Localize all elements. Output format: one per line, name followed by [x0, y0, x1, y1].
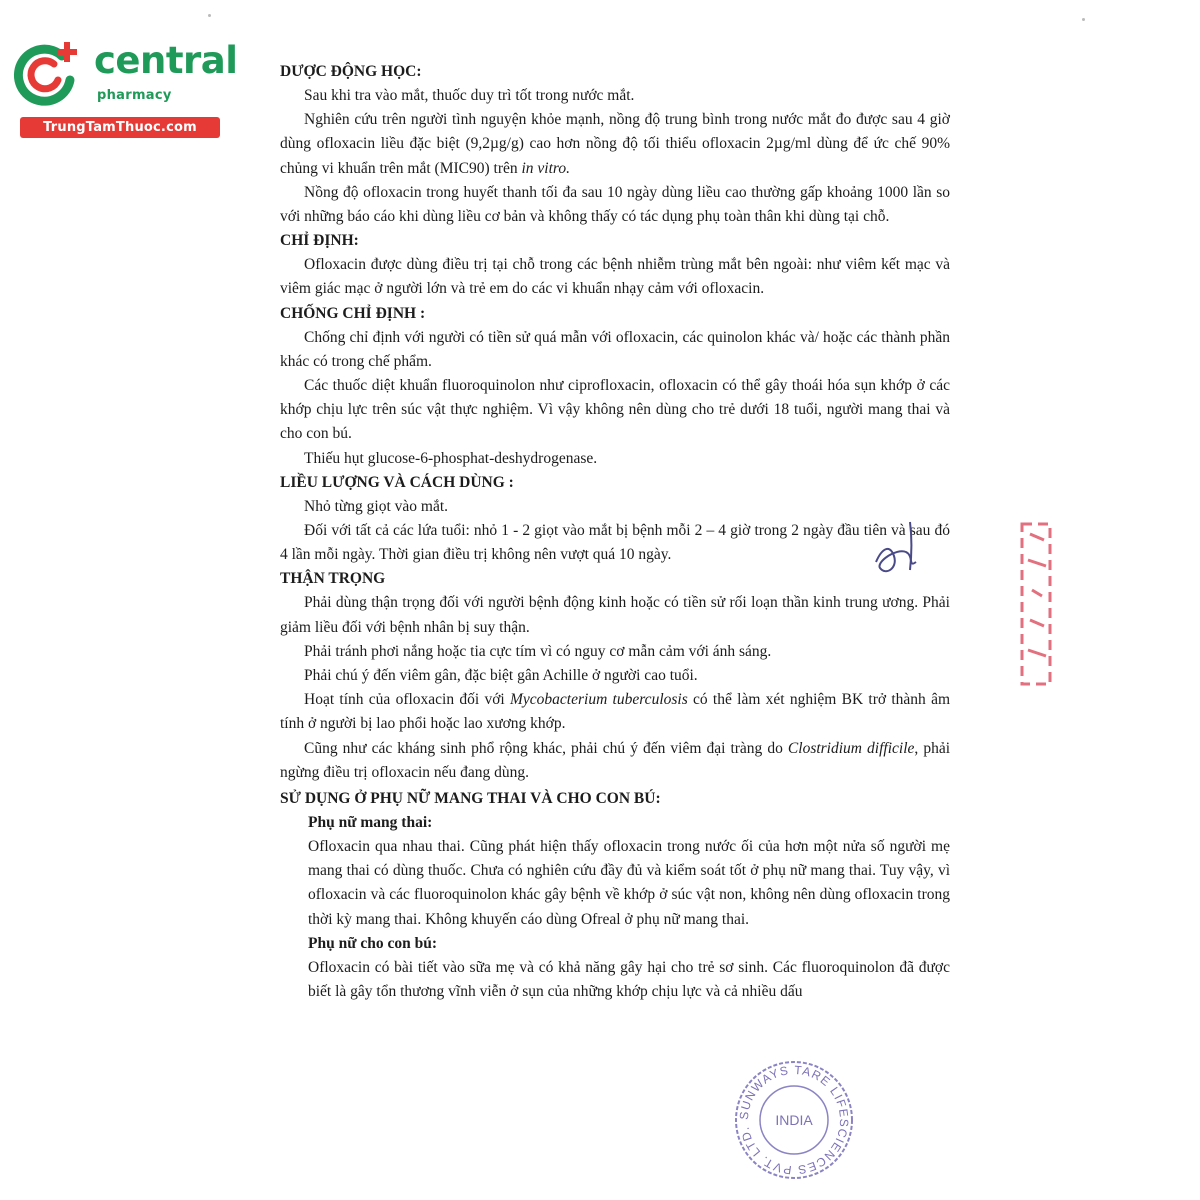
seal-center-text: INDIA	[775, 1112, 813, 1128]
paragraph: Phải dùng thận trọng đối với người bệnh động kinh hoặc có tiền sử rối loạn thần kinh trung ương. Phải giảm liều đối với bệnh nhân bị suy thận.	[280, 594, 950, 636]
paragraph: Hoạt tính của ofloxacin đối với Mycobacterium tuberculosis có thể làm xét nghiệm BK trở thành âm tính ở người bị lao phổi hoặc lao xương khớp.	[280, 691, 951, 733]
site-url[interactable]: TrungTamThuoc.com	[20, 117, 220, 138]
paragraph: Phải chú ý đến viêm gân, đặc biệt gân Achille ở người cao tuổi.	[304, 667, 698, 685]
paragraph: Ofloxacin qua nhau thai. Cũng phát hiện thấy ofloxacin trong nước ối của hơn một nửa số người mẹ mang thai có dùng thuốc. Chưa có nghiên cứu đầy đủ và kiểm soát tốt ở phụ nữ mang thai. Tuy vậy, vì ofloxacin và các fluoroquinolon khác gây bệnh về khớp ở súc vật non, không nên dùng ofloxacin trong thời kỳ mang thai. Không khuyến cáo dùng Ofreal ở phụ nữ mang thai.	[308, 838, 950, 928]
paragraph: Sau khi tra vào mắt, thuốc duy trì tốt trong nước mắt.	[304, 87, 635, 104]
italic-text: in vitro.	[521, 159, 570, 177]
company-seal-icon	[732, 1058, 856, 1182]
subheading-breastfeeding: Phụ nữ cho con bú:	[308, 934, 438, 952]
paragraph: Chống chỉ định với người có tiền sử quá mẫn với ofloxacin, các quinolon khác và/ hoặc các thành phần khác có trong chế phẩm.	[280, 328, 950, 370]
paragraph: Nghiên cứu trên người tình nguyện khỏe mạnh, nồng độ trung bình trong nước mắt đo được sau 4 giờ dùng ofloxacin liều đặc biệt (9,2µg/g) cao hơn nồng độ tối thiểu ofloxacin 2µg/ml dùng để ức chế 90% chủng vi khuẩn trên mắt (MIC90) trên in vitro.	[280, 111, 950, 177]
paragraph: Các thuốc diệt khuẩn fluoroquinolon như ciprofloxacin, ofloxacin có thể gây thoái hóa sụn khớp ở các khớp chịu lực trên súc vật thực nghiệm. Vì vậy không nên dùng cho trẻ dưới 18 tuổi, người mang thai và cho con bú.	[280, 377, 950, 443]
section-heading-pharmacokinetics: DƯỢC ĐỘNG HỌC:	[280, 63, 422, 80]
leaflet-document	[280, 60, 950, 1004]
italic-text: Mycobacterium tuberculosis	[510, 691, 688, 709]
section-heading-precautions: THẬN TRỌNG	[280, 570, 386, 588]
paragraph: Ofloxacin có bài tiết vào sữa mẹ và có khả năng gây hại cho trẻ sơ sinh. Các fluoroquinolon đã được biết là gây tổn thương vĩnh viễn ở sụn của những khớp chịu lực và cả nhiều dấu	[308, 958, 950, 1001]
paragraph: Phải tránh phơi nắng hoặc tia cực tím vì có nguy cơ mẫn cảm với ánh sáng.	[304, 642, 772, 660]
paragraph: Cũng như các kháng sinh phổ rộng khác, phải chú ý đến viêm đại tràng do Clostridium difficile, phải ngừng điều trị ofloxacin nếu đang dùng.	[280, 739, 951, 781]
seal-ring-text: SUNWAYS TARE LIFESCIENCES PVT. LTD.	[736, 1062, 852, 1178]
italic-text: Clostridium difficile	[787, 739, 915, 757]
paragraph: Nồng độ ofloxacin trong huyết thanh tối đa sau 10 ngày dùng liều cao thường gấp khoảng 1000 lần so với những báo cáo khi dùng liều cơ bản và không thấy có tác dụng phụ toàn thân khi dùng tại chỗ.	[280, 183, 950, 226]
scan-speck	[1082, 18, 1085, 21]
paragraph: Đối với tất cả các lứa tuổi: nhỏ 1 - 2 giọt vào mắt bị bệnh mỗi 2 – 4 giờ trong 2 ngày đầu tiên và sau đó 4 lần mỗi ngày. Thời gian điều trị không nên vượt quá 10 ngày.	[280, 522, 950, 564]
pharmacy-cross-logo-icon	[10, 36, 84, 110]
section-heading-pregnancy: SỬ DỤNG Ở PHỤ NỮ MANG THAI VÀ CHO CON BÚ:	[280, 790, 661, 808]
section-heading-dosage: LIỀU LƯỢNG VÀ CÁCH DÙNG :	[280, 473, 514, 491]
handwritten-initials-icon	[866, 518, 930, 582]
section-heading-contraindications: CHỐNG CHỈ ĐỊNH :	[280, 304, 426, 322]
side-stamp-icon	[1016, 520, 1056, 690]
paragraph: Ofloxacin được dùng điều trị tại chỗ trong các bệnh nhiễm trùng mắt bên ngoài: như viêm kết mạc và viêm giác mạc ở người lớn và trẻ em do các vi khuẩn nhạy cảm với ofloxacin.	[280, 256, 950, 298]
subheading-pregnant: Phụ nữ mang thai:	[308, 814, 433, 832]
brand-name: central	[94, 39, 238, 82]
brand-subtitle: pharmacy	[97, 88, 172, 103]
scan-speck	[208, 14, 211, 17]
paragraph: Thiếu hụt glucose-6-phosphat-deshydrogenase.	[304, 449, 598, 467]
paragraph: Nhỏ từng giọt vào mắt.	[304, 497, 449, 515]
section-heading-indications: CHỈ ĐỊNH:	[280, 232, 359, 250]
pharmacy-logo[interactable]	[10, 36, 238, 136]
